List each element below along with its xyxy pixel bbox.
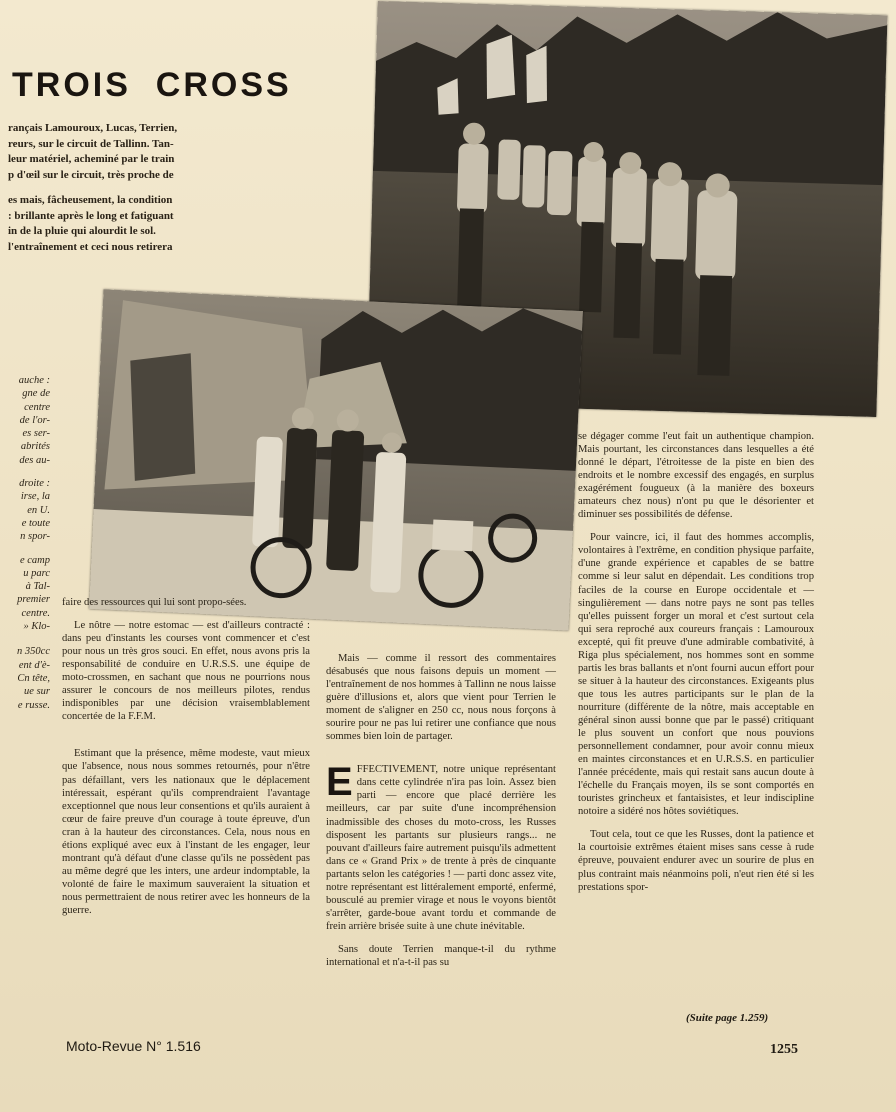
paragraph: Mais — comme il ressort des commentaires désabusés que nous faisons depuis un moment — l'entraînement de nos hommes à Tallinn ne nous laisse guère d'illusions et, alors que vient pour Terrien le moment de s'aligner en 250 cc, nous nous forçons à sourire pour ne pas lui retirer une confiance que nous sommes bien loin de partager. <box>326 653 556 743</box>
paragraph-dropcap <box>326 760 556 933</box>
fragment-line: es ser- <box>22 428 50 440</box>
intro-line: rançais Lamouroux, Lucas, Terrien, <box>8 122 178 134</box>
intro-line: l'entraînement et ceci nous retirera <box>8 240 173 253</box>
intro-line: leur matériel, acheminé par le train <box>8 153 175 165</box>
continuation-note: (Suite page 1.259) <box>686 1012 769 1024</box>
photo-paddock <box>89 289 583 630</box>
intro-line: es mais, fâcheusement, la condition <box>8 194 173 206</box>
fragment-line: en U. <box>27 504 50 516</box>
fragment-line: » Klo- <box>23 621 50 633</box>
fragment-line: Cn tête, <box>17 672 50 684</box>
fragment-line: e toute <box>21 517 50 529</box>
fragment-line: abrités <box>20 441 50 453</box>
fragment-line: droite : <box>19 478 50 490</box>
drop-cap: E <box>326 760 353 805</box>
magazine-issue: Moto-Revue N° 1.516 <box>66 1038 201 1054</box>
fragment-line: à Tal- <box>25 581 50 593</box>
fragment-line: n 350cc <box>17 646 50 658</box>
paragraph: Estimant que la présence, même modeste, vaut mieux que l'absence, nous nous sommes retournés, pour n'être pas défaillant, vers les nationaux que le déplacement intéressait, espérant qu'ils comprendraient l'avantage exceptionnel que nous leur consentions et qu'ils auraient à cœur de faire preuve d'un courage à toute épreuve, d'un cran à la hauteur des circonstances. Cela, nous nous en étions expliqué avec eux à l'instant de les engager, leur montrant qu'à défaut d'une classe qu'ils ne possèdent pas au même degré que les inters, une ardeur indomptable, la volonté de faire le maximum sauveraient la situation et nous permettraient de nous retirer avec les honneurs de la guerre. <box>62 748 310 916</box>
intro-line: in de la pluie qui alourdit le sol. <box>8 225 156 237</box>
article-column-2 <box>326 652 556 979</box>
dropcap-text: FFECTIVEMENT, notre unique représentant dans cette cylindrée n'ira pas loin. Assez bien parti — encore que placé derrière les meilleurs, car par suite d'une incompréhension inadmissible des choses du moto-cross, les Russes disposent les partants sur plusieurs rangs... ne pouvant d'ailleurs faire autrement puisqu'ils admettent dans ce « Grand Prix » de trente à près de cinquante partants selon les catégories ! — parti donc assez vite, notre représentant est littéralement emporté, enfermé, bousculé au premier virage et nous le voyons bientôt s'arrêter, garde-boue avant tordu et commande de frein arrière brisée suite à une chute inévitable. <box>326 764 556 932</box>
intro-line: reurs, sur le circuit de Tallinn. Tan- <box>8 137 174 150</box>
intro-caption <box>8 121 254 255</box>
paragraph: faire des ressources qui lui sont propo-sées. <box>62 597 247 608</box>
fragment-line: auche : <box>18 375 50 386</box>
paragraph: se dégager comme l'eut fait un authentique champion. Mais pourtant, les circonstances dans lesquelles a été donné le départ, l'étroitesse de la piste en bien des endroits et le nombre excessif des engagés, en surplus exagérément fougueux (à la manière des boxeurs amateurs chez nous) n'ont pu que le désorienter et diminuer ses possibilités de défense. <box>578 431 814 521</box>
fragment-line: n spor- <box>20 531 50 543</box>
intro-line: : brillante après le long et fatiguant <box>8 209 174 222</box>
fragment-line: premier <box>17 594 50 606</box>
fragment-line <box>4 467 50 477</box>
fragment-line: ent d'è- <box>18 659 50 671</box>
paragraph: Sans doute Terrien manque-t-il du rythme international et n'a-t-il pas su <box>326 943 556 968</box>
article-title: TROIS CROSS <box>12 66 292 104</box>
paragraph: Le nôtre — notre estomac — est d'ailleurs contracté : dans peu d'instants les courses vont commencer et c'est pour nous un très gros souci. En effet, nous avons pris la responsabilité de conduire en U.R.S.S. une équipe de moto-crossmen, en sachant que nous ne pourrions nous assurer le concours de nos meilleurs pilotes, rendus indisponibles par une décision vraisemblablement concertée de la F.F.M. <box>62 620 310 723</box>
fragment-line: gne de <box>22 388 50 400</box>
page-number: 1255 <box>770 1042 798 1057</box>
fragment-line: ue sur <box>24 686 50 698</box>
side-fragments <box>4 374 50 712</box>
fragment-line <box>4 544 50 554</box>
fragment-line: e camp <box>19 554 50 566</box>
fragment-line: centre. <box>21 607 50 619</box>
fragment-line: de l'or- <box>19 414 50 426</box>
fragment-line: centre <box>24 401 50 413</box>
fragment-line: des au- <box>19 454 50 466</box>
paragraph: Tout cela, tout ce que les Russes, dont la patience et la courtoisie extrêmes étaient mises sans cesse à rude épreuve, pouvaient endurer avec un sourire de plus en plus contraint mais néanmoins poli, n'eut rien été si les prestations spor- <box>578 829 814 893</box>
article-column-1 <box>62 596 310 927</box>
intro-line: p d'œil sur le circuit, très proche de <box>8 168 174 181</box>
article-column-3 <box>578 430 814 904</box>
fragment-line: e russe. <box>17 699 50 711</box>
fragment-line: irse, la <box>20 491 50 503</box>
fragment-line: u parc <box>23 567 50 579</box>
paragraph: Pour vaincre, ici, il faut des hommes accomplis, volontaires à l'extrême, en condition physique parfaite, d'une grande expérience et capables de se battre comme si leur salut en dépendait. Les conditions trop faciles de la course en Europe occidentale et — singulièrement — dans notre pays ne sont pas telles qu'elles puissent forger un moral et c'est surtout cela qui sera reproché aux coureurs français : Lamouroux excepté, qui fit preuve d'une admirable combativité, à Riga plus spécialement, nos hommes sont en somme partis les bras ballants et n'ont fourni aucun effort pour se situer à la hauteur des circonstances. Exigeants plus que tous les autres participants sur le plan de la nourriture (différente de la nôtre, mais acceptable en général sinon aussi bonne que par le passé) critiquant le plus souvent un confort que nous pouvions personnellement condamner, pour avoir connu mieux en maintes circonstances et en U.R.S.S. en particulier l'année précédente, mais qui restait sans aucun doute à l'échelle du Français moyen, ils se sont comportés en touristes grincheux et fantaisistes, et leur indiscipline notoire a sidéré nos hôtes soviétiques. <box>578 532 814 818</box>
